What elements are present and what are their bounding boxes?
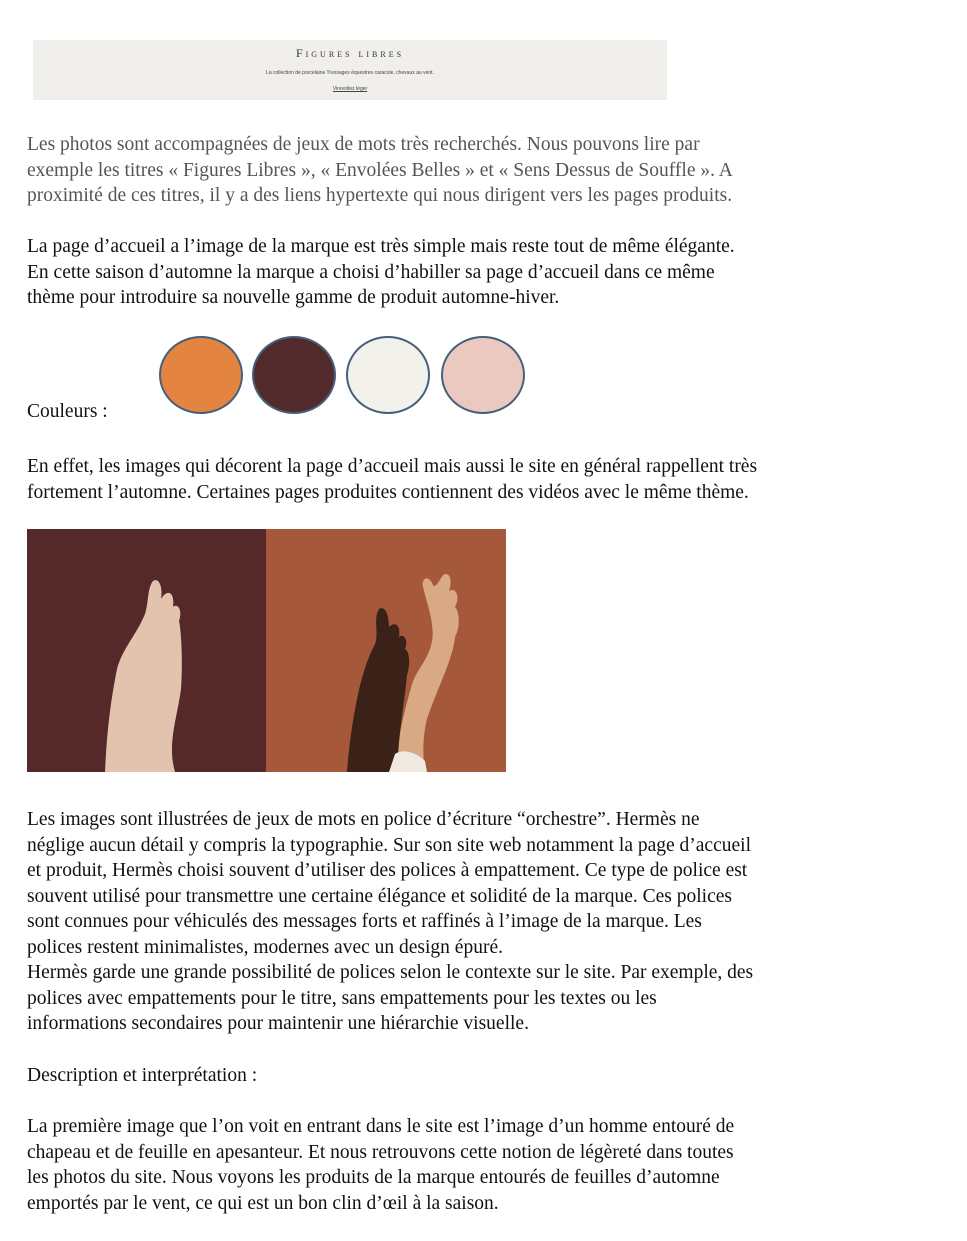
- colors-label: Couleurs :: [27, 401, 108, 422]
- text-line: Hermès garde une grande possibilité de polices selon le contexte sur le site. Par exemple, des: [27, 962, 754, 983]
- text-line: La page d’accueil a l’image de la marque est très simple mais reste tout de même élégante.: [27, 236, 735, 257]
- banner-subtitle: La collection de porcelaine Tressages équestres caracole, chevaux au vent.: [266, 70, 434, 76]
- paragraph-6: [27, 1114, 907, 1216]
- banner-link[interactable]: [33, 86, 667, 92]
- text-line: Les photos sont accompagnées de jeux de mots très recherchés. Nous pouvons lire par: [27, 134, 700, 155]
- text-line: souvent utilisé pour transmettre une certaine élégance et solidité de la marque. Ces polices: [27, 885, 732, 907]
- color-swatch-pink: [441, 336, 525, 414]
- text-line: La première image que l’on voit en entrant dans le site est l’image d’un homme entouré de: [27, 1116, 735, 1137]
- text-line: informations secondaires pour maintenir une hiérarchie visuelle.: [27, 1013, 529, 1034]
- text-line: néglige aucun détail y compris la typographie. Sur son site web notamment la page d’accueil: [27, 834, 751, 856]
- text-line: chapeau et de feuille en apesanteur. Et nous retrouvons cette notion de légèreté dans toutes: [27, 1141, 734, 1163]
- section-heading: Description et interprétation :: [27, 1065, 258, 1086]
- text-line: proximité de ces titres, il y a des liens hypertexte qui nous dirigent vers les pages produits.: [27, 185, 733, 206]
- text-line: exemple les titres « Figures Libres », « Envolées Belles » et « Sens Dessus de Souffle ». A: [27, 159, 733, 181]
- paragraph-4: [27, 807, 907, 1037]
- text-line: les photos du site. Nous voyons les produits de la marque entourés de feuilles d’automne: [27, 1167, 720, 1188]
- text-line: Les images sont illustrées de jeux de mots en police d’écriture “orchestre”. Hermès ne: [27, 809, 700, 830]
- text-line: sont connues pour véhiculés des messages forts et raffinés à l’image de la marque. Les: [27, 911, 702, 932]
- color-swatch-burgundy: [252, 336, 336, 414]
- banner-title: Figures libres: [295, 46, 405, 60]
- color-swatch-cream: [346, 336, 430, 414]
- hands-photo: [27, 529, 506, 772]
- paragraph-2: [27, 234, 907, 311]
- paragraph-1: [27, 132, 907, 209]
- text-line: En cette saison d’automne la marque a choisi d’habiller sa page d’accueil dans ce même: [27, 261, 715, 283]
- paragraph-3: [27, 454, 907, 505]
- text-line: polices avec empattements pour le titre, sans empattements pour les textes ou les: [27, 987, 657, 1009]
- text-line: polices restent minimalistes, modernes avec un design épuré.: [27, 936, 503, 958]
- text-line: et produit, Hermès choisi souvent d’utiliser des polices à empattement. Ce type de police est: [27, 860, 748, 881]
- text-line: fortement l’automne. Certaines pages produites contiennent des vidéos avec le même thème.: [27, 481, 749, 503]
- banner-link-text[interactable]: Virevoltez léger: [332, 86, 368, 92]
- banner-image: [33, 40, 667, 100]
- text-line: En effet, les images qui décorent la page d’accueil mais aussi le site en général rappellent très: [27, 456, 758, 477]
- color-swatch-orange: [159, 336, 243, 414]
- text-line: emportés par le vent, ce qui est un bon clin d’œil à la saison.: [27, 1192, 499, 1214]
- text-line: thème pour introduire sa nouvelle gamme de produit automne-hiver.: [27, 287, 560, 308]
